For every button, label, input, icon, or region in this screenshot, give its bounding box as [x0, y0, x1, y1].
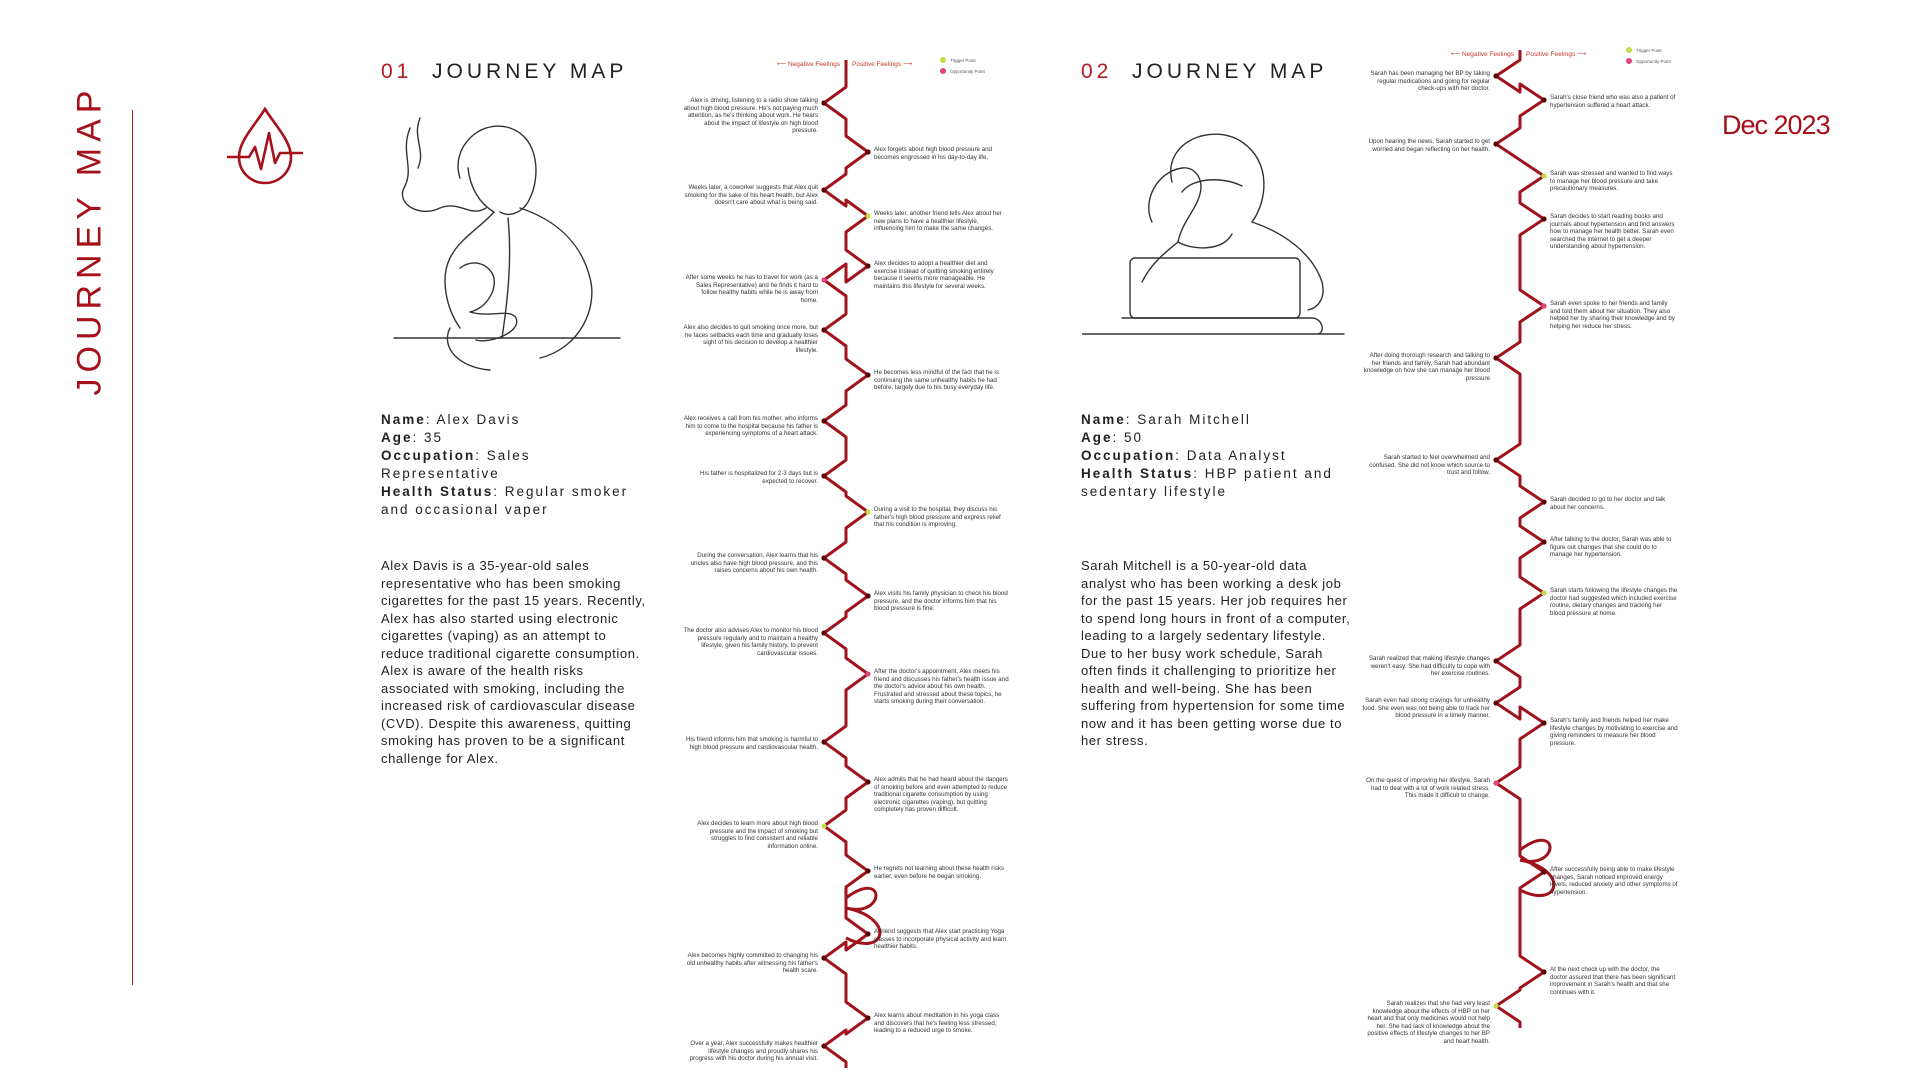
map2-legend-trigger-label: Trigger Point	[1636, 48, 1662, 53]
map1-event-text: After the doctor's appointment, Alex meets his friend and discusses his father's health issue and the doctor's advice about his own health. Frustrated and stressed about these topics, he starts smoking during their conversation.	[874, 668, 1009, 706]
map2-event-text: Sarah's close friend who was also a patient of hypertension suffered a heart attack.	[1550, 94, 1676, 109]
map1-event-text: Alex receives a call from his mother, who informs him to come to the hospital because his father is experiencing symptoms of a heart attack.	[683, 415, 818, 438]
map1-event-text: During a visit to the hospital, they discuss his father's high blood pressure and express relief that his condition is improving.	[874, 506, 1001, 529]
persona-2-age: 50	[1124, 430, 1144, 445]
map2-event-marker	[1493, 1003, 1498, 1008]
map2-event-marker	[1493, 780, 1498, 785]
map1-event-marker	[821, 955, 826, 960]
persona-2-bio: Sarah Mitchell is a 50-year-old data analyst who has been working a desk job for the past 15 years. Her job requires her to spend long hours in front of a computer, leading to a largely sedentary lifestyle. Due to her busy work schedule, Sarah often finds it challenging to prioritize her health and well-being. She has been suffering from hypertension for some time now and it has been getting worse due to her stress.	[1081, 558, 1351, 748]
persona-2-occupation-label: Occupation	[1081, 448, 1176, 463]
map1-event-text: Alex decides to learn more about high blood pressure and the impact of smoking but struggles to find consistent and reliable information online.	[697, 820, 818, 850]
map2-event-text: Sarah starts following the lifestyle changes the doctor had suggested which included exercise routine, dietary changes and tracking her blood pressure at home.	[1550, 587, 1678, 617]
persona-2-occupation: Data Analyst	[1186, 448, 1287, 463]
journey-map-1-heading: JOURNEY MAP	[432, 60, 628, 83]
map2-event-marker	[1493, 700, 1498, 705]
stressed-woman-at-laptop-illustration	[1082, 122, 1352, 347]
map2-event-marker	[1493, 658, 1498, 663]
map1-event-marker	[821, 277, 826, 282]
persona-1-name-label: Name	[381, 412, 426, 427]
map2-positive-feelings-label: Positive Feelings ⟶	[1526, 51, 1587, 58]
map1-event-marker	[821, 327, 826, 332]
map1-negative-feelings-label: ⟵ Negative Feelings	[776, 61, 840, 68]
map2-event-marker	[1493, 457, 1498, 462]
side-divider	[132, 110, 133, 985]
persona-1-occupation: Sales Representative	[381, 448, 531, 481]
map2-event-marker	[1541, 499, 1546, 504]
journey-map-1-number: 01	[381, 60, 413, 83]
persona-2-health-label: Health Status	[1081, 466, 1194, 481]
persona-2-name-label: Name	[1081, 412, 1126, 427]
map1-event-text: His friend informs him that smoking is harmful to high blood pressure and cardiovascular health.	[685, 736, 818, 751]
map1-event-marker	[821, 418, 826, 423]
map1-journey-line	[824, 60, 868, 1068]
map2-event-marker	[1493, 73, 1498, 78]
map2-event-marker	[1541, 590, 1546, 595]
map2-event-text: After talking to the doctor, Sarah was able to figure out changes that she could do to manage her hypertension.	[1550, 536, 1672, 559]
map2-event-marker	[1541, 216, 1546, 221]
map1-legend-opportunity-dot	[940, 68, 946, 74]
map1-event-marker	[865, 1015, 870, 1020]
map1-event-text: The doctor also advises Alex to monitor his blood pressure regularly and to maintain a healthy lifestyle, given his family history, to prevent cardiovascular issues.	[683, 627, 818, 657]
map1-event-text: Weeks later, another friend tells Alex about her new plans to have a healthier lifestyle, influencing him to make the same changes.	[874, 210, 1002, 233]
map2-event-text: Sarah realizes that she had very least knowledge about the effects of HBP on her heart and that only medicines would not help her. She had lack of knowledge about the positive effects of lifestyle changes to her BP and heart health.	[1367, 1000, 1490, 1045]
map2-legend-opportunity-dot	[1626, 58, 1632, 64]
map1-event-marker	[821, 187, 826, 192]
map1-legend-trigger-dot	[940, 57, 946, 63]
persona-1-health: Regular smoker and occasional vaper	[381, 484, 629, 517]
map1-event-text: Alex becomes highly committed to changing his old unhealthy habits after witnessing his father's health scare.	[686, 952, 818, 975]
map2-event-text: Sarah's family and friends helped her make lifestyle changes by motivating to exercise and giving reminders to measure her blood pressure.	[1550, 717, 1678, 747]
map1-event-text: Alex admits that he had heard about the dangers of smoking before and even attempted to reduce traditional cigarette consumption by using electronic cigarettes (vaping), but quitting completely has proven difficult.	[874, 776, 1008, 814]
persona-2-name: Sarah Mitchell	[1137, 412, 1251, 427]
map2-negative-feelings-label: ⟵ Negative Feelings	[1450, 51, 1514, 58]
map2-event-marker	[1541, 720, 1546, 725]
map2-event-text: At the next check up with the doctor, the doctor assured that there has been significant improvement in Sarah's health and that she continues with it.	[1550, 966, 1676, 996]
map1-event-marker	[821, 555, 826, 560]
map2-event-text: Sarah even spoke to her friends and family and told them about her situation. They also helped her by sharing their knowledge and by helping her reduce her stress.	[1550, 300, 1675, 330]
journey-map-1-title	[381, 60, 627, 84]
map1-event-text: Over a year, Alex successfully makes healthier lifestyle changes and proudly shares his progress with his doctor during his annual visit.	[689, 1040, 818, 1063]
map1-event-marker	[865, 868, 870, 873]
persona-1-occupation-label: Occupation	[381, 448, 476, 463]
map2-event-marker	[1493, 141, 1498, 146]
map1-event-marker	[821, 630, 826, 635]
map2-legend-trigger-dot	[1626, 47, 1632, 53]
map1-event-text: Alex learns about meditation in his yoga class and discovers that he's feeling less stressed, leading to a reduced urge to smoke.	[874, 1012, 1000, 1035]
journey-map-2-title	[1081, 60, 1327, 84]
map1-event-marker	[821, 739, 826, 744]
map2-legend-opportunity-label: Opportunity Point	[1636, 59, 1671, 64]
map2-event-marker	[1541, 969, 1546, 974]
persona-1-bio: Alex Davis is a 35-year-old sales representative who has been smoking cigarettes for the past 15 years. Recently, Alex has also started using electronic cigarettes (vaping) as an attempt to reduce traditional cigarette consumption. Alex is aware of the health risks associated with smoking, including the increased risk of cardiovascular disease (CVD). Despite this awareness, quitting smoking has proven to be a significant challenge for Alex.	[381, 558, 646, 766]
map1-event-marker	[865, 213, 870, 218]
map2-event-text: Sarah decided to go to her doctor and talk about her concerns.	[1550, 496, 1666, 511]
map1-event-text: He becomes less mindful of the fact that he is continuing the same unhealthy habits he had before, largely due to his busy everyday life.	[874, 369, 999, 392]
persona-1-age-label: Age	[381, 430, 413, 445]
map1-event-text: Alex also decides to quit smoking once more, but he faces setbacks each time and gradually loses sight of his decision to develop a healthier lifestyle.	[683, 324, 818, 354]
persona-1-health-label: Health Status	[381, 484, 494, 499]
map2-heart-loop	[1520, 840, 1554, 895]
map1-event-text: His father is hospitalized for 2-3 days but is expected to recover.	[700, 470, 818, 485]
map1-legend-trigger-label: Trigger Point	[950, 58, 976, 63]
map1-positive-feelings-label: Positive Feelings ⟶	[852, 61, 913, 68]
map2-event-text: After doing thorough research and talking to her friends and family, Sarah had abundant knowledge on how she can manage her blood pressure	[1363, 352, 1490, 382]
map1-event-marker	[865, 931, 870, 936]
map1-event-text: Alex decides to adopt a healthier diet and exercise instead of quitting smoking entirely because it seems more manageable. He maintains this lifestyle for several weeks.	[874, 260, 994, 290]
smoking-man-illustration	[390, 108, 650, 383]
persona-2-age-label: Age	[1081, 430, 1113, 445]
map2-event-marker	[1541, 869, 1546, 874]
map2-event-marker	[1541, 173, 1546, 178]
side-title: JOURNEY MAP	[70, 84, 109, 396]
blood-drop-heartbeat-icon	[225, 105, 305, 187]
persona-1: Name: Alex Davis Age: 35 Occupation: Sales Representative Health Status: Regular smoker and occasional vaper	[381, 412, 629, 517]
map1-event-text: Alex forgets about high blood pressure and becomes engrossed in his day-to-day life.	[874, 146, 992, 161]
map1-event-marker	[865, 509, 870, 514]
map1-event-text: Weeks later, a coworker suggests that Alex quit smoking for the sake of his heart health, but Alex doesn't care about what is being said.	[684, 184, 818, 207]
map1-event-marker	[865, 779, 870, 784]
map1-event-marker	[821, 100, 826, 105]
map2-event-text: On the quest of improving her lifestyle, Sarah had to deal with a lot of work related stress. This made it difficult to change.	[1366, 777, 1490, 800]
map1-event-marker	[865, 149, 870, 154]
map2-event-marker	[1541, 539, 1546, 544]
map1-event-marker	[821, 473, 826, 478]
map2-event-text: Sarah decides to start reading books and journals about hypertension and find answers how to manage her health better. Sarah even searched the internet to get a deeper understanding about hypertension.	[1550, 213, 1675, 251]
map1-event-text: Alex is driving, listening to a radio show talking about high blood pressure. He's not paying much attention, as he's thinking about work. He hears about the impact of lifestyle on high blood pressure.	[683, 97, 818, 135]
date-label: Dec 2023	[1722, 110, 1830, 140]
map2-event-text: Sarah has been managing her BP by taking regular medications and going for regular check-ups with her doctor.	[1370, 70, 1490, 93]
map2-event-text: Sarah even had strong cravings for unhealthy food. She even was not being able to track her blood pressure in a timely manner.	[1362, 697, 1490, 720]
map2-event-text: Sarah was stressed and wanted to find ways to manage her blood pressure and take precautionary measures.	[1550, 170, 1673, 193]
persona-2-health: HBP patient and sedentary lifestyle	[1081, 466, 1333, 499]
journey-map-2-heading: JOURNEY MAP	[1132, 60, 1328, 83]
journey-map-2-number: 02	[1081, 60, 1113, 83]
persona-2: Name: Sarah Mitchell Age: 50 Occupation: Data Analyst Health Status: HBP patient and sedentary lifestyle	[1081, 412, 1333, 499]
map1-event-text: He regrets not learning about these health risks earlier, even before he began smoking.	[874, 865, 1005, 880]
map1-event-text: Alex visits his family physician to check his blood pressure, and the doctor informs him that his blood pressure is fine.	[874, 590, 1008, 613]
map1-event-marker	[821, 1043, 826, 1048]
persona-1-name: Alex Davis	[436, 412, 521, 427]
map2-event-text: Sarah started to feel overwhelmed and confused. She did not know which source to trust and follow.	[1369, 454, 1490, 477]
map2-event-marker	[1541, 97, 1546, 102]
map2-journey-line	[1496, 50, 1544, 1028]
persona-1-age: 35	[424, 430, 444, 445]
map2-event-text: Upon hearing the news, Sarah started to get worried and began reflecting on her health.	[1368, 138, 1490, 153]
map1-event-marker	[865, 263, 870, 268]
map1-event-marker	[821, 823, 826, 828]
map2-event-text: Sarah realized that making lifestyle changes weren't easy. She had difficulty to cope with her exercise routines.	[1368, 655, 1490, 678]
map1-event-text: After some weeks he has to travel for work (as a Sales Representative) and he finds it hard to follow healthy habits while he is away from home.	[685, 274, 818, 304]
map1-legend-opportunity-label: Opportunity Point	[950, 69, 985, 74]
map1-event-marker	[865, 593, 870, 598]
map2-event-marker	[1541, 303, 1546, 308]
map1-event-marker	[865, 671, 870, 676]
map2-event-text: After successfully being able to make lifestyle changes, Sarah noticed improved energy levels, reduced anxiety and other symptoms of hypertension.	[1550, 866, 1678, 896]
map1-event-text: During the conversation, Alex learns that his uncles also have high blood pressure, and this raises concerns about his own health.	[690, 552, 818, 575]
map1-event-text: A friend suggests that Alex start practicing Yoga classes to incorporate physical activity and learn healthier habits.	[874, 928, 1007, 951]
map1-event-marker	[865, 372, 870, 377]
map2-event-marker	[1493, 355, 1498, 360]
